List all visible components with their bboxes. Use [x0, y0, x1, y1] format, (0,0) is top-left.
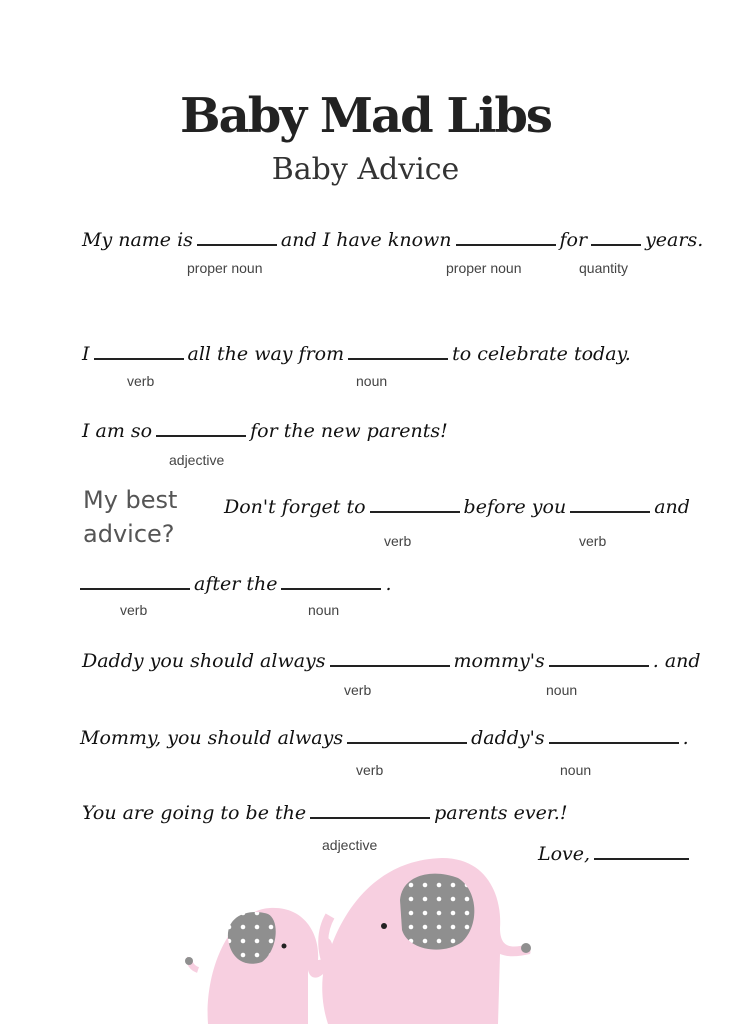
line-text: years. — [645, 229, 704, 251]
line-text: for the new parents! — [250, 420, 448, 442]
hint-label: verb — [384, 533, 412, 549]
madlib-line-1 — [82, 228, 703, 251]
big-elephant-icon — [322, 858, 531, 1024]
hint-label: noun — [546, 682, 578, 698]
blank-field[interactable] — [310, 801, 430, 819]
page-subtitle: Baby Advice — [271, 152, 460, 187]
hint-label: quantity — [579, 260, 629, 276]
hint-label: verb — [344, 682, 372, 698]
hint-label: noun — [356, 373, 388, 389]
line-text: for — [559, 229, 588, 251]
line-text: and I have known — [280, 229, 452, 251]
line-text: before you — [463, 496, 567, 518]
line-text: My name is — [82, 229, 193, 251]
line-text: mommy's — [453, 650, 545, 672]
blank-field[interactable] — [348, 342, 448, 360]
madlib-line-8 — [82, 801, 567, 824]
hint-label: adjective — [169, 452, 225, 468]
line-text: parents ever.! — [434, 802, 568, 824]
line-text: Mommy, you should always — [80, 727, 344, 749]
madlib-line-4 — [224, 495, 690, 518]
blank-field[interactable] — [156, 419, 246, 437]
blank-field[interactable] — [456, 228, 556, 246]
blank-field[interactable] — [94, 342, 184, 360]
line-text: . and — [652, 650, 701, 672]
madlib-line-3 — [82, 419, 448, 442]
line-text: to celebrate today. — [452, 343, 631, 365]
love-signature — [538, 842, 693, 865]
line-text: daddy's — [471, 727, 545, 749]
blank-field[interactable] — [330, 649, 450, 667]
line-text: I — [82, 343, 90, 365]
line-text: Don't forget to — [224, 496, 366, 518]
best-advice-label: My best advice? — [83, 486, 178, 548]
hint-label: verb — [127, 373, 155, 389]
blank-field[interactable] — [570, 495, 650, 513]
blank-field[interactable] — [549, 726, 679, 744]
hint-label: verb — [356, 762, 384, 778]
blank-field[interactable] — [347, 726, 467, 744]
hint-label: proper noun — [446, 260, 522, 276]
blank-field[interactable] — [197, 228, 277, 246]
elephant-pair-icon — [180, 850, 540, 1024]
page-title: Baby Mad Libs — [180, 88, 551, 144]
hint-label: noun — [308, 602, 340, 618]
line-text: You are going to be the — [82, 802, 307, 824]
hint-label: adjective — [322, 837, 378, 853]
blank-field[interactable] — [281, 572, 381, 590]
hint-label: verb — [120, 602, 148, 618]
madlib-line-6 — [82, 649, 701, 672]
hint-label: proper noun — [187, 260, 263, 276]
blank-field[interactable] — [549, 649, 649, 667]
signature-blank[interactable] — [594, 842, 689, 860]
line-text: and — [654, 496, 690, 518]
madlib-line-2 — [82, 342, 631, 365]
madlib-line-7 — [80, 726, 689, 749]
hint-label: noun — [560, 762, 592, 778]
line-text: Daddy you should always — [82, 650, 326, 672]
madlib-line-5 — [80, 572, 392, 595]
line-text: Love, — [538, 843, 591, 865]
small-elephant-icon — [185, 908, 333, 1024]
blank-field[interactable] — [80, 572, 190, 590]
line-text: after the — [194, 573, 278, 595]
hint-label: verb — [579, 533, 607, 549]
line-text: all the way from — [187, 343, 345, 365]
blank-field[interactable] — [591, 228, 641, 246]
line-text: . — [682, 727, 689, 749]
blank-field[interactable] — [370, 495, 460, 513]
line-text: . — [385, 573, 392, 595]
line-text: I am so — [82, 420, 153, 442]
